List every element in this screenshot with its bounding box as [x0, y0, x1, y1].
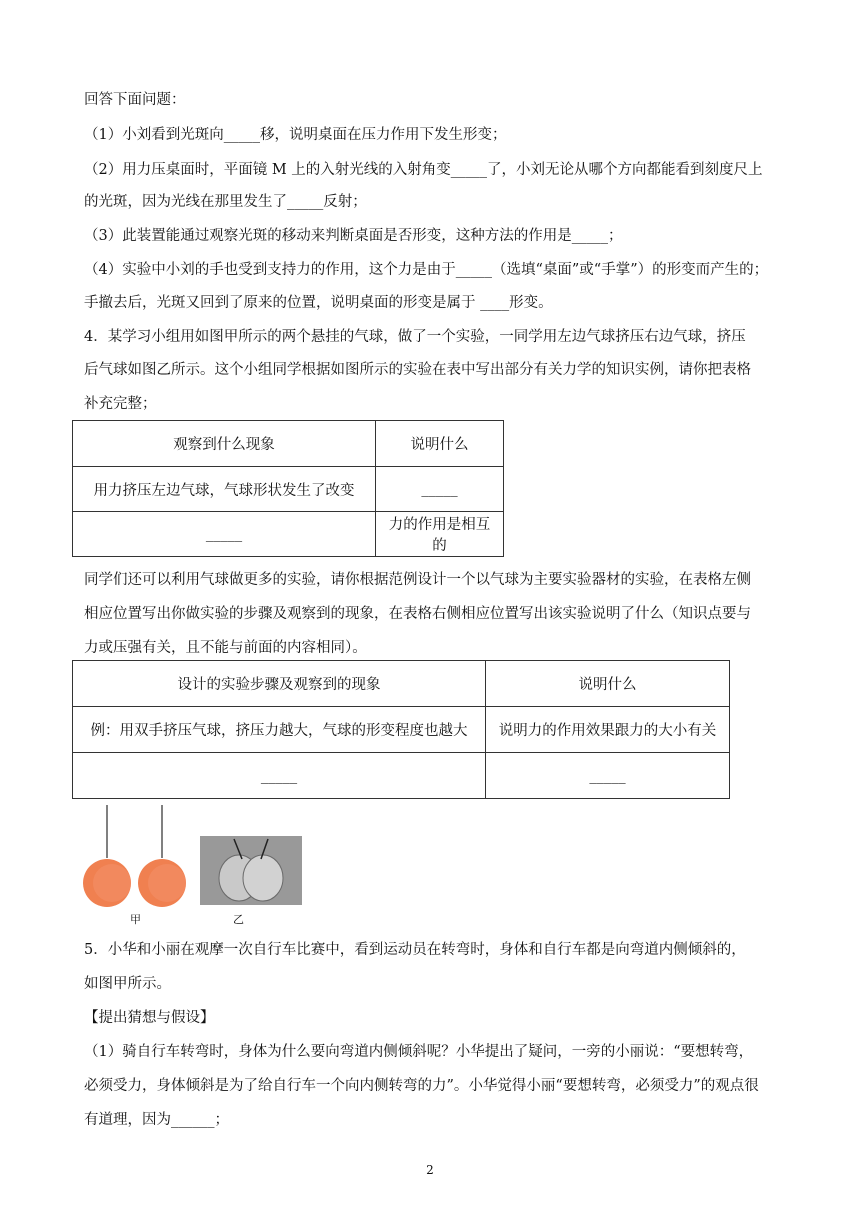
- table-row: [73, 753, 730, 799]
- q5-line-2: 如图甲所示。: [84, 976, 171, 992]
- table-header-cell: 说明什么: [486, 661, 730, 707]
- q3-item-1: （1）小刘看到光斑向_____移，说明桌面在压力作用下发生形变；: [84, 127, 507, 143]
- q3-item-4: （4）实验中小刘的手也受到支持力的作用，这个力是由于_____（选填“桌面”或“手掌”）的形变而产生的；: [84, 262, 769, 278]
- table-cell: _____: [73, 753, 486, 799]
- q4-more-1: 同学们还可以利用气球做更多的实验，请你根据范例设计一个以气球为主要实验器材的实验，在表格左侧: [84, 572, 751, 588]
- table-cell: 说明力的作用效果跟力的大小有关: [486, 707, 730, 753]
- table-design: [72, 660, 730, 799]
- q4-line-2: 后气球如图乙所示。这个小组同学根据如图所示的实验在表中写出部分有关力学的知识实例，请你把表格: [84, 362, 751, 378]
- table-header-cell: 设计的实验步骤及观察到的现象: [73, 661, 486, 707]
- table-header-cell: 观察到什么现象: [73, 421, 376, 467]
- balloon-figure: [80, 805, 310, 910]
- q3-item-2-cont: 的光斑，因为光线在那里发生了_____反射；: [84, 194, 367, 210]
- table-cell: 用力挤压左边气球，气球形状发生了改变: [73, 467, 376, 512]
- q4-line-1: 4．某学习小组用如图甲所示的两个悬挂的气球，做了一个实验，一同学用左边气球挤压右边气球，挤压: [84, 329, 746, 345]
- q3-item-3: （3）此装置能通过观察光斑的移动来判断桌面是否形变，这种方法的作用是_____；: [84, 228, 623, 244]
- q3-item-4-cont: 手撤去后，光斑又回到了原来的位置，说明桌面的形变是属于 ____形变。: [84, 295, 553, 311]
- q4-more-3: 力或压强有关，且不能与前面的内容相同）。: [84, 640, 367, 656]
- q5-line-5: 必须受力，身体倾斜是为了给自行车一个向内侧转弯的力”。小华觉得小丽“要想转弯，必须受力”的观点很: [84, 1078, 759, 1094]
- q3-item-2: （2）用力压桌面时，平面镜 M 上的入射光线的入射角变_____了，小刘无论从哪个方向都能看到刻度尺上: [84, 162, 763, 178]
- intro: 回答下面问题：: [84, 92, 186, 108]
- table-cell: _____: [73, 512, 376, 557]
- table-row: [73, 467, 504, 512]
- q5-line-1: 5．小华和小丽在观摩一次自行车比赛中，看到运动员在转弯时，身体和自行车都是向弯道内侧倾斜的，: [84, 942, 746, 958]
- table-cell: 例：用双手挤压气球，挤压力越大，气球的形变程度也越大: [73, 707, 486, 753]
- table-cell: _____: [376, 467, 504, 512]
- q5-line-3: 【提出猜想与假设】: [84, 1010, 215, 1026]
- q4-line-3: 补充完整；: [84, 396, 157, 412]
- table-observations: [72, 420, 504, 557]
- q5-line-6: 有道理，因为______；: [84, 1112, 229, 1128]
- table-row: [73, 707, 730, 753]
- figure-label-a: 甲: [130, 913, 141, 926]
- table-cell: 力的作用是相互的: [376, 512, 504, 557]
- figure-label-b: 乙: [233, 913, 244, 926]
- table-row: [73, 661, 730, 707]
- q5-line-4: （1）骑自行车转弯时，身体为什么要向弯道内侧倾斜呢？小华提出了疑问，一旁的小丽说：“要想转弯，: [84, 1044, 754, 1060]
- table-row: [73, 512, 504, 557]
- page-number: 2: [426, 1163, 434, 1177]
- table-row: [73, 421, 504, 467]
- table-header-cell: 说明什么: [376, 421, 504, 467]
- q4-more-2: 相应位置写出你做实验的步骤及观察到的现象，在表格右侧相应位置写出该实验说明了什么（知识点要与: [84, 606, 751, 622]
- table-cell: _____: [486, 753, 730, 799]
